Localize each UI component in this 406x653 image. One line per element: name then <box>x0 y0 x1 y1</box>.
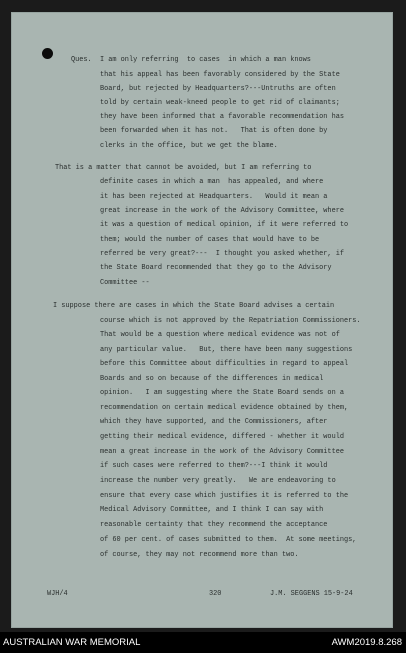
text-line: Medical Advisory Committee, and I think I can say with <box>100 506 324 514</box>
archive-name: AUSTRALIAN WAR MEMORIAL <box>3 637 141 648</box>
text-line: it was a question of medical opinion, if it were referred to <box>100 221 349 229</box>
text-line: That would be a question where medical evidence was not of <box>100 331 340 339</box>
text-line: before this Committee about difficulties in regard to appeal <box>100 360 349 368</box>
text-line: Board, but rejected by Headquarters?---Untruths are often <box>100 85 336 93</box>
document-page <box>11 12 393 628</box>
text-line: that his appeal has been favorably considered by the State <box>100 71 340 79</box>
text-line: them; would the number of cases that would have to be <box>100 236 320 244</box>
text-line: if such cases were referred to them?---I think it would <box>100 462 328 470</box>
text-line: opinion. I am suggesting where the State Board sends on a <box>100 389 344 397</box>
text-line: clerks in the office, but we get the blame. <box>100 142 278 150</box>
text-line: the State Board recommended that they go to the Advisory <box>100 264 332 272</box>
archive-reference: AWM2019.8.268 <box>331 637 402 648</box>
text-line: I am only referring to cases in which a man knows <box>100 56 311 64</box>
witness-date: J.M. SEGGENS 15-9-24 <box>270 590 353 598</box>
text-line: Committee -- <box>100 279 150 287</box>
text-line: reasonable certainty that they recommend the acceptance <box>100 521 328 529</box>
text-line: course which is not approved by the Repatriation Commissioners. <box>100 317 361 325</box>
text-line: recommendation on certain medical evidence obtained by them, <box>100 404 349 412</box>
text-line: definite cases in which a man has appealed, and where <box>100 178 324 186</box>
text-line: any particular value. But, there have been many suggestions <box>100 346 353 354</box>
page-number: 320 <box>209 590 222 598</box>
text-line: ensure that every case which justifies it is referred to the <box>100 492 349 500</box>
text-line: getting their medical evidence, differed - whether it would <box>100 433 344 441</box>
text-line: of 60 per cent. of cases submitted to them. At some meetings, <box>100 536 357 544</box>
text-line: referred be very great?--- I thought you asked whether, if <box>100 250 344 258</box>
text-line: great increase in the work of the Advisory Committee, where <box>100 207 344 215</box>
text-line: increase the number very greatly. We are endeavoring to <box>100 477 336 485</box>
punch-hole <box>42 48 53 59</box>
text-line: of course, they may not recommend more than two. <box>100 551 299 559</box>
text-line: Boards and so on because of the differences in medical <box>100 375 324 383</box>
text-line: been forwarded when it has not. That is often done by <box>100 127 328 135</box>
archive-footer-bar <box>0 632 406 653</box>
question-label: Ques. <box>71 56 92 64</box>
text-line: mean a great increase in the work of the Advisory Committee <box>100 448 344 456</box>
text-line: they have been informed that a favorable recommendation has <box>100 113 344 121</box>
typist-reference: WJH/4 <box>47 590 68 598</box>
text-line: That is a matter that cannot be avoided, but I am referring to <box>55 164 312 172</box>
text-line: it has been rejected at Headquarters. Would it mean a <box>100 193 328 201</box>
text-line: told by certain weak-kneed people to get rid of claimants; <box>100 99 340 107</box>
text-line: which they have supported, and the Commissioners, after <box>100 418 328 426</box>
text-line: I suppose there are cases in which the State Board advises a certain <box>53 302 335 310</box>
